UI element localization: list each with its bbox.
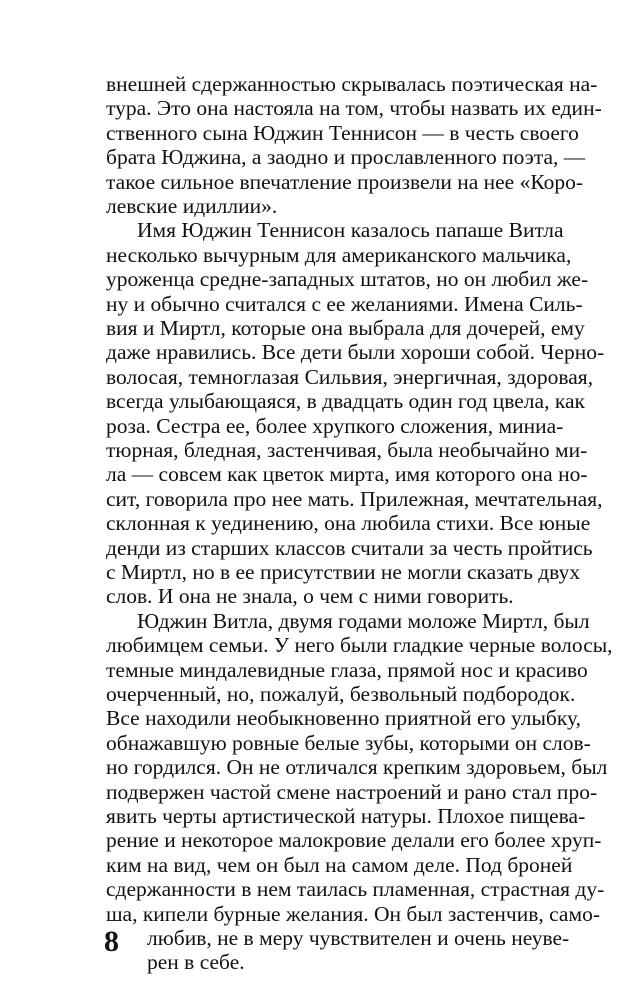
text-line: ну и обычно считался с ее желаниями. Имена Силь- xyxy=(106,291,583,316)
text-line: подвержен частой смене настроений и рано стал про- xyxy=(106,779,598,804)
paragraph-start-line: Имя Юджин Теннисон казалось папаше Витла xyxy=(137,218,564,243)
text-line: даже нравились. Все дети были хороши собой. Черно- xyxy=(106,340,605,365)
text-line: рение и некоторое малокровие делали его более хруп- xyxy=(106,828,602,853)
text-line: всегда улыбающаяся, в двадцать один год цвела, как xyxy=(106,389,585,414)
text-line: несколько вычурным для американского мальчика, xyxy=(106,242,572,267)
text-line: склонная к уединению, она любила стихи. Все юные xyxy=(106,511,591,536)
text-line: Все находили необыкновенно приятной его улыбку, xyxy=(106,706,581,731)
text-line: левские идиллии». xyxy=(106,194,278,218)
text-line: любив, не в меру чувствителен и очень неуве- xyxy=(147,926,570,950)
text-line: тюрная, бледная, застенчивая, была необычайно ми- xyxy=(106,438,588,462)
page-number: 8 xyxy=(104,925,119,958)
text-line: роза. Сестра ее, более хрупкого сложения, миниа- xyxy=(106,413,564,438)
text-line: с Миртл, но в ее присутствии не могли сказать двух xyxy=(106,560,581,584)
text-line: ша, кипели бурные желания. Он был застенчив, само- xyxy=(106,901,600,926)
paragraph-start-line: Юджин Витла, двумя годами моложе Миртл, был xyxy=(137,608,590,633)
text-line: брата Юджина, а заодно и прославленного поэта, — xyxy=(106,145,586,170)
text-line: внешней сдержанностью скрывалась поэтическая на- xyxy=(106,72,598,96)
text-line: явить черты артистической натуры. Плохое пищева- xyxy=(106,804,586,828)
text-line: рен в себе. xyxy=(147,950,245,975)
text-line: тура. Это она настояла на том, чтобы назвать их един- xyxy=(106,96,602,121)
text-line: темные миндалевидные глаза, прямой нос и красиво xyxy=(106,657,588,682)
text-line: очерченный, но, пожалуй, безвольный подбородок. xyxy=(106,682,576,706)
text-line: обнажавшую ровные белые зубы, которыми он слов- xyxy=(106,730,591,755)
text-line: уроженца средне-западных штатов, но он любил же- xyxy=(106,267,589,292)
text-line: волосая, темноглазая Сильвия, энергичная, здоровая, xyxy=(106,364,594,389)
text-line: денди из старших классов считали за честь пройтись xyxy=(106,535,593,560)
text-line: такое сильное впечатление произвели на нее «Коро- xyxy=(106,169,584,194)
text-line: любимцем семьи. У него были гладкие черные волосы, xyxy=(106,633,613,658)
text-line: ким на вид, чем он был на самом деле. Под броней xyxy=(106,852,573,877)
text-line: но гордился. Он не отличался крепким здоровьем, был xyxy=(106,755,608,780)
text-line: ственного сына Юджин Теннисон — в честь своего xyxy=(106,120,579,145)
text-line: сдержанности в нем таилась пламенная, страстная ду- xyxy=(106,877,605,902)
text-line: слов. И она не знала, о чем с ними говорить. xyxy=(106,584,514,609)
text-line: ла — совсем как цветок мирта, имя которого она но- xyxy=(106,462,588,487)
text-line: вия и Миртл, которые она выбрала для дочерей, ему xyxy=(106,316,585,340)
text-line: сит, говорила про нее мать. Прилежная, мечтательная, xyxy=(106,486,603,511)
